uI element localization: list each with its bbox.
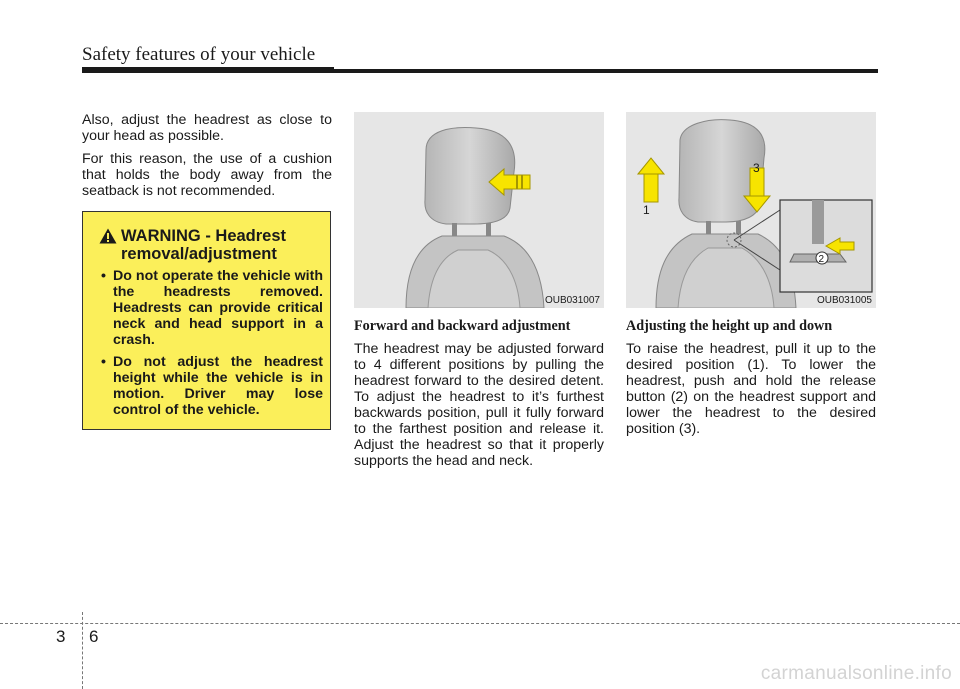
paragraph-cushion: For this reason, the use of a cushion that holds the body away from the seatback is not recommended. (82, 151, 332, 199)
label-2: 2 (818, 254, 825, 265)
header-rule (82, 69, 878, 73)
warning-heading (99, 227, 327, 263)
watermark: carmanualsonline.info (760, 663, 952, 684)
section-heading-height: Adjusting the height up and down (626, 318, 833, 334)
headrest-height-illustration (626, 112, 876, 308)
label-3: 3 (753, 161, 760, 175)
column-2 (354, 318, 604, 476)
column-3 (626, 318, 876, 444)
warning-item: • Do not adjust the headrest height while the vehicle is in motion. Driver may lose control of the vehicle. (99, 354, 323, 418)
warning-box (82, 211, 331, 430)
paragraph-height: To raise the headrest, pull it up to the desired position (1). To lower the headrest, push and hold the release button (2) on the headrest support and lower the headrest to the desired position (3). (626, 341, 876, 437)
paragraph-headrest-close: Also, adjust the headrest as close to your head as possible. (82, 112, 332, 144)
headrest-illustration (354, 112, 604, 308)
label-1: 1 (643, 203, 650, 217)
figure-code: OUB031007 (544, 295, 600, 306)
page-number: 6 (89, 627, 99, 646)
paragraph-forward: The headrest may be adjusted forward to 4 different positions by pulling the headrest forward to the desired detent. To adjust the headrest to it’s furthest backwards position, pull it fully forward to the farthest position and release it. Adjust the headrest so that it properly supports the head and neck. (354, 341, 604, 469)
column-1 (82, 112, 332, 206)
chapter-number: 3 (56, 627, 66, 646)
figure-code: OUB031005 (816, 295, 872, 306)
warning-triangle-icon (99, 228, 117, 244)
footer-rule (0, 623, 960, 624)
warning-list (99, 268, 323, 424)
section-heading-forward: Forward and backward adjustment (354, 318, 571, 334)
up-arrow-icon (638, 158, 664, 174)
figure-height-adjust (626, 112, 876, 308)
warning-item: • Do not operate the vehicle with the headrests removed. Headrests can provide critical neck and head support in a crash. (99, 268, 323, 348)
footer-divider (82, 612, 83, 689)
figure-forward-backward (354, 112, 604, 308)
page-header-title: Safety features of your vehicle (82, 44, 316, 65)
warning-title: WARNING - Headrest removal/adjustment (121, 227, 287, 263)
